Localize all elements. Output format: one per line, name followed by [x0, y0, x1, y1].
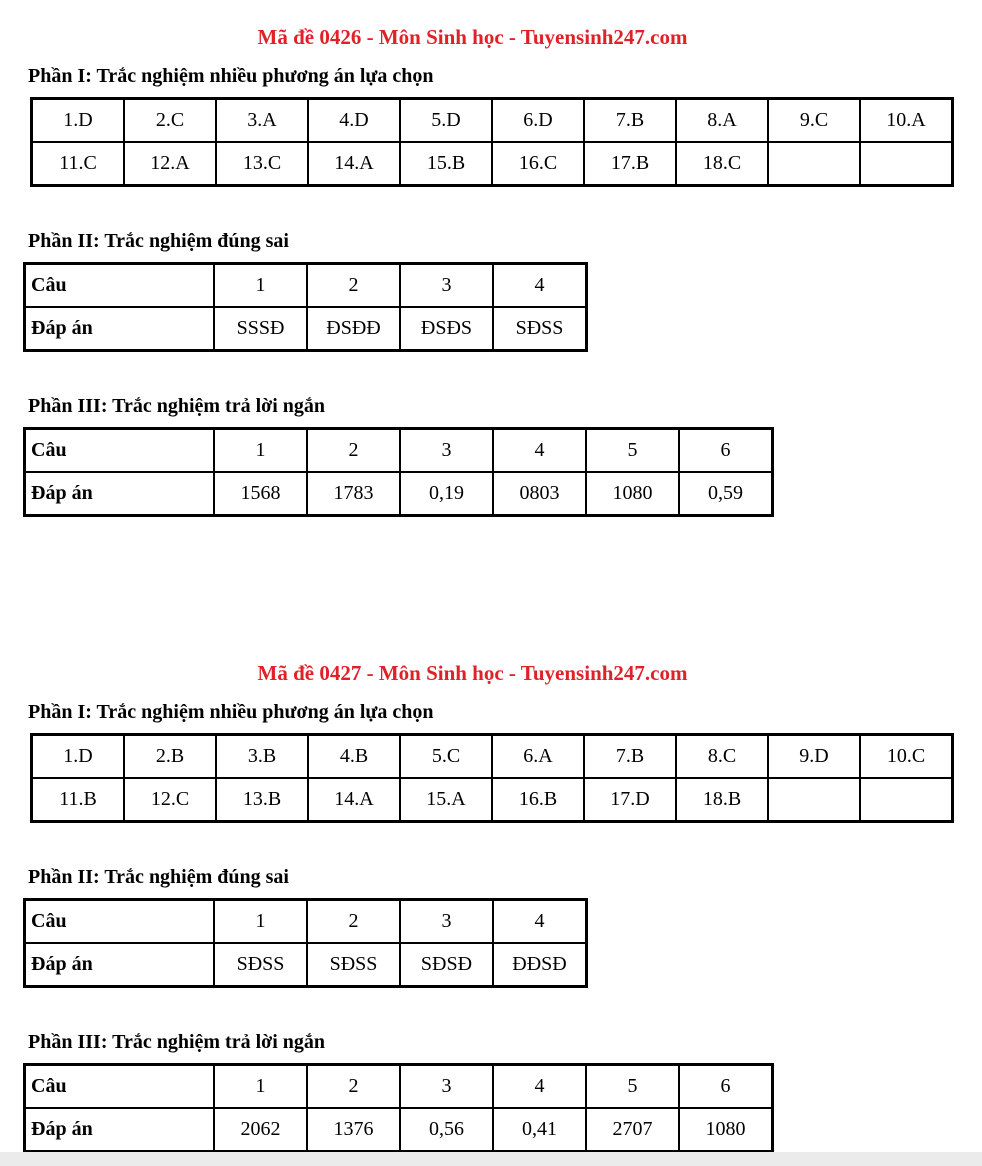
mc-answer-cell: 2.C — [124, 99, 216, 143]
table-row — [32, 735, 953, 779]
table-row — [32, 778, 953, 822]
mc-answer-cell: 12.C — [124, 778, 216, 822]
mc-answer-cell: 10.A — [860, 99, 953, 143]
answer-value-cell: 2062 — [214, 1108, 307, 1152]
part3-heading: Phần III: Trắc nghiệm trả lời ngắn — [28, 395, 326, 417]
mc-answer-cell: 5.D — [400, 99, 492, 143]
answer-value-cell: SĐSS — [214, 943, 307, 987]
part1-heading: Phần I: Trắc nghiệm nhiều phương án lựa chọn — [28, 65, 434, 87]
table-row — [25, 943, 587, 987]
row-label-cell: Đáp án — [25, 307, 215, 351]
answer-value-cell: ĐSĐS — [400, 307, 493, 351]
part3-heading: Phần III: Trắc nghiệm trả lời ngắn — [28, 1031, 326, 1053]
mc-answer-cell: 7.B — [584, 99, 676, 143]
part3-answers-table — [23, 427, 774, 517]
table-row — [25, 429, 773, 473]
mc-answer-cell: 16.B — [492, 778, 584, 822]
question-number-cell: 1 — [214, 900, 307, 944]
answer-value-cell: 0,56 — [400, 1108, 493, 1152]
question-number-cell: 1 — [214, 1065, 307, 1109]
mc-answer-cell: 3.B — [216, 735, 308, 779]
part2-answers-table — [23, 898, 588, 988]
question-number-cell: 4 — [493, 264, 587, 308]
mc-answer-cell: 1.D — [32, 99, 125, 143]
question-number-cell: 4 — [493, 900, 587, 944]
table-row — [32, 142, 953, 186]
mc-answer-cell: 11.B — [32, 778, 125, 822]
question-number-cell: 4 — [493, 1065, 586, 1109]
question-number-cell: 2 — [307, 900, 400, 944]
answer-value-cell: 0,19 — [400, 472, 493, 516]
mc-answer-cell: 17.D — [584, 778, 676, 822]
exam-title: Mã đề 0426 - Môn Sinh học - Tuyensinh247.com — [257, 25, 688, 49]
mc-answer-cell: 15.B — [400, 142, 492, 186]
part1-answers-table — [30, 733, 954, 823]
mc-answer-cell: 12.A — [124, 142, 216, 186]
table-row — [25, 264, 587, 308]
mc-answer-cell: 14.A — [308, 142, 400, 186]
question-number-cell: 5 — [586, 429, 679, 473]
section-0426 — [0, 0, 982, 517]
mc-answer-cell: 9.D — [768, 735, 860, 779]
answer-value-cell: 2707 — [586, 1108, 679, 1152]
answer-value-cell: 0,41 — [493, 1108, 586, 1152]
row-label-cell: Đáp án — [25, 472, 215, 516]
mc-answer-cell: 11.C — [32, 142, 125, 186]
part3-answers-table — [23, 1063, 774, 1153]
section-0427 — [0, 517, 982, 1153]
mc-answer-cell: 13.B — [216, 778, 308, 822]
question-number-cell: 2 — [307, 1065, 400, 1109]
question-number-cell: 1 — [214, 264, 307, 308]
answer-value-cell: SĐSS — [493, 307, 587, 351]
part1-heading: Phần I: Trắc nghiệm nhiều phương án lựa chọn — [28, 701, 434, 723]
question-number-cell: 5 — [586, 1065, 679, 1109]
mc-answer-cell: 6.A — [492, 735, 584, 779]
row-label-cell: Câu — [25, 900, 215, 944]
mc-answer-cell: 4.B — [308, 735, 400, 779]
table-row — [25, 1065, 773, 1109]
mc-answer-cell: 13.C — [216, 142, 308, 186]
mc-answer-cell-empty — [860, 142, 953, 186]
mc-answer-cell: 5.C — [400, 735, 492, 779]
mc-answer-cell: 9.C — [768, 99, 860, 143]
question-number-cell: 3 — [400, 264, 493, 308]
answer-value-cell: 1080 — [586, 472, 679, 516]
bottom-strip — [0, 1152, 982, 1166]
part2-heading: Phần II: Trắc nghiệm đúng sai — [28, 230, 289, 252]
question-number-cell: 2 — [307, 429, 400, 473]
mc-answer-cell-empty — [768, 142, 860, 186]
mc-answer-cell: 1.D — [32, 735, 125, 779]
part2-heading: Phần II: Trắc nghiệm đúng sai — [28, 866, 289, 888]
question-number-cell: 6 — [679, 429, 773, 473]
mc-answer-cell: 6.D — [492, 99, 584, 143]
question-number-cell: 1 — [214, 429, 307, 473]
answer-value-cell: SĐSS — [307, 943, 400, 987]
answer-value-cell: 1080 — [679, 1108, 773, 1152]
table-row — [32, 99, 953, 143]
mc-answer-cell: 15.A — [400, 778, 492, 822]
mc-answer-cell: 10.C — [860, 735, 953, 779]
row-label-cell: Đáp án — [25, 1108, 215, 1152]
answer-value-cell: SSSĐ — [214, 307, 307, 351]
table-row — [25, 900, 587, 944]
answer-value-cell: 1783 — [307, 472, 400, 516]
row-label-cell: Câu — [25, 429, 215, 473]
exam-title: Mã đề 0427 - Môn Sinh học - Tuyensinh247.com — [257, 661, 688, 685]
mc-answer-cell-empty — [860, 778, 953, 822]
mc-answer-cell: 8.A — [676, 99, 768, 143]
part1-answers-table — [30, 97, 954, 187]
answer-value-cell: 1568 — [214, 472, 307, 516]
mc-answer-cell: 18.C — [676, 142, 768, 186]
mc-answer-cell: 18.B — [676, 778, 768, 822]
question-number-cell: 3 — [400, 900, 493, 944]
answer-value-cell: 0,59 — [679, 472, 773, 516]
answer-value-cell: ĐĐSĐ — [493, 943, 587, 987]
question-number-cell: 2 — [307, 264, 400, 308]
answer-value-cell: 1376 — [307, 1108, 400, 1152]
table-row — [25, 1108, 773, 1152]
mc-answer-cell: 14.A — [308, 778, 400, 822]
question-number-cell: 4 — [493, 429, 586, 473]
question-number-cell: 3 — [400, 429, 493, 473]
mc-answer-cell: 3.A — [216, 99, 308, 143]
table-row — [25, 472, 773, 516]
answer-value-cell: 0803 — [493, 472, 586, 516]
answer-value-cell: ĐSĐĐ — [307, 307, 400, 351]
mc-answer-cell: 7.B — [584, 735, 676, 779]
mc-answer-cell: 2.B — [124, 735, 216, 779]
row-label-cell: Câu — [25, 1065, 215, 1109]
row-label-cell: Đáp án — [25, 943, 215, 987]
mc-answer-cell-empty — [768, 778, 860, 822]
answer-value-cell: SĐSĐ — [400, 943, 493, 987]
table-row — [25, 307, 587, 351]
mc-answer-cell: 17.B — [584, 142, 676, 186]
mc-answer-cell: 4.D — [308, 99, 400, 143]
mc-answer-cell: 16.C — [492, 142, 584, 186]
question-number-cell: 3 — [400, 1065, 493, 1109]
question-number-cell: 6 — [679, 1065, 773, 1109]
mc-answer-cell: 8.C — [676, 735, 768, 779]
row-label-cell: Câu — [25, 264, 215, 308]
part2-answers-table — [23, 262, 588, 352]
